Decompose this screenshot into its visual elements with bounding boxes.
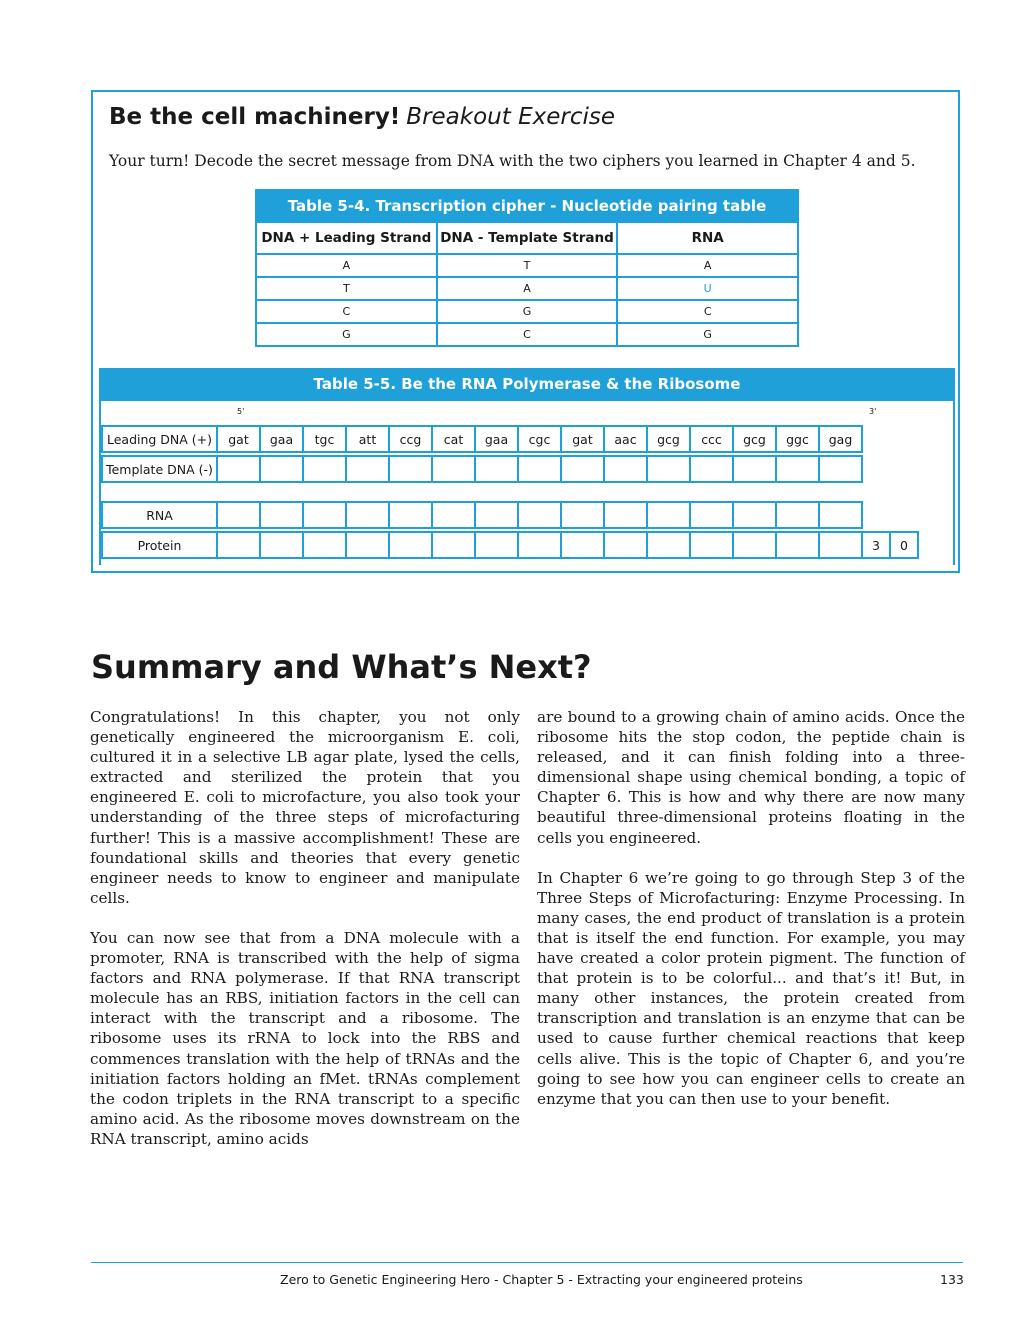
table-cell: C [617,300,798,323]
table-cell: C [437,323,618,346]
protein-extra-cell: 3 [861,531,891,559]
table-caption: Table 5-5. Be the RNA Polymerase & the Ribosome [99,368,955,401]
answer-cell[interactable] [388,531,433,559]
answer-cell[interactable] [216,501,261,529]
answer-cell[interactable] [302,501,347,529]
summary-column-right [537,707,965,1129]
protein-extra-cell: 0 [889,531,919,559]
row-label: Leading DNA (+) [101,425,218,453]
codon-cell: gcg [646,425,691,453]
table-row [101,531,919,559]
answer-cell[interactable] [689,531,734,559]
answer-cell[interactable] [345,501,390,529]
answer-cell[interactable] [732,531,777,559]
answer-cell[interactable] [818,531,863,559]
footer-text: Zero to Genetic Engineering Hero - Chapter 5 - Extracting your engineered proteins [280,1272,803,1287]
table-cell: C [256,300,437,323]
table-cell: G [437,300,618,323]
footer-divider [91,1262,963,1263]
answer-cell[interactable] [560,501,605,529]
table-cell: T [437,254,618,277]
answer-cell[interactable] [388,501,433,529]
paragraph: In Chapter 6 we’re going to go through Step 3 of the Three Steps of Microfacturing: Enzyme Processing. In many cases, the end product of translation is a protein that is itself the end function. For example, you may have created a color protein pigment. The function of that protein is to be colorful... and that’s it! But, in many other instances, the protein created from transcription and translation is an enzyme that can be used to cause further chemical reactions that keep cells alive. This is the topic of Chapter 6, and you’re going to see how you can engineer cells to create an enzyme that you can then use to your benefit. [537,868,965,1108]
five-prime-label: 5' [237,407,245,416]
answer-cell[interactable] [259,501,304,529]
answer-cell[interactable] [302,531,347,559]
answer-cell[interactable] [689,501,734,529]
answer-cell[interactable] [345,531,390,559]
codon-cell: cgc [517,425,562,453]
answer-cell[interactable] [732,455,777,483]
codon-cell: cat [431,425,476,453]
table-row [101,501,863,529]
codon-cell: gaa [474,425,519,453]
answer-cell[interactable] [517,455,562,483]
codon-cell: ccg [388,425,433,453]
answer-cell[interactable] [560,455,605,483]
answer-cell[interactable] [689,455,734,483]
codon-cell: gcg [732,425,777,453]
paragraph: Congratulations! In this chapter, you not only genetically engineered the microorganism E. coli, cultured it in a selective LB agar plate, lysed the cells, extracted and sterilized the protein that you engineered E. coli to microfacture, you also took your understanding of the three steps of microfacturing further! This is a massive accomplishment! These are foundational skills and theories that every genetic engineer needs to know to engineer and manipulate cells. [90,708,520,907]
answer-cell[interactable] [646,501,691,529]
answer-cell[interactable] [431,531,476,559]
answer-cell[interactable] [517,501,562,529]
table-cell: A [256,254,437,277]
answer-cell[interactable] [732,501,777,529]
codon-cell: ggc [775,425,820,453]
table-cell: U [617,277,798,300]
table-caption: Table 5-4. Transcription cipher - Nucleotide pairing table [256,190,798,222]
answer-cell[interactable] [603,455,648,483]
row-label: Protein [101,531,218,559]
summary-column-left [90,707,520,1169]
codon-cell: gag [818,425,863,453]
answer-cell[interactable] [517,531,562,559]
answer-cell[interactable] [560,531,605,559]
column-header: DNA - Template Strand [437,222,618,254]
table-row [101,425,863,453]
answer-cell[interactable] [302,455,347,483]
answer-cell[interactable] [818,455,863,483]
answer-cell[interactable] [259,531,304,559]
answer-cell[interactable] [474,531,519,559]
codon-cell: aac [603,425,648,453]
page-number: 133 [940,1272,964,1287]
table-5-4 [255,189,799,347]
table-row [256,323,798,346]
box-title: Be the cell machinery! Breakout Exercise [109,104,615,130]
answer-cell[interactable] [474,501,519,529]
codon-grid [99,401,955,565]
paragraph: You can now see that from a DNA molecule with a promoter, RNA is transcribed with the help of sigma factors and RNA polymerase. If that RNA transcript molecule has an RBS, initiation factors in the cell can interact with the transcript and a ribosome. The ribosome uses its rRNA to lock into the RBS and commences translation with the help of tRNAs and the initiation factors holding an fMet. tRNAs complement the codon triplets in the RNA transcript to a specific amino acid. As the ribosome moves downstream on the RNA transcript, amino acids [90,928,520,1148]
answer-cell[interactable] [474,455,519,483]
column-header: DNA + Leading Strand [256,222,437,254]
row-label: RNA [101,501,218,529]
row-label: Template DNA (-) [101,455,218,483]
answer-cell[interactable] [775,501,820,529]
codon-cell: gat [560,425,605,453]
table-5-5 [99,368,955,565]
table-cell: G [256,323,437,346]
three-prime-label: 3' [869,407,877,416]
column-header: RNA [617,222,798,254]
codon-cell: att [345,425,390,453]
table-row [256,277,798,300]
answer-cell[interactable] [431,501,476,529]
answer-cell[interactable] [216,455,261,483]
table-row [256,254,798,277]
table-row [101,455,863,483]
answer-cell[interactable] [646,455,691,483]
table-row [256,300,798,323]
table-cell: A [437,277,618,300]
codon-cell: gat [216,425,261,453]
answer-cell[interactable] [818,501,863,529]
codon-cell: tgc [302,425,347,453]
table-cell: T [256,277,437,300]
section-heading: Summary and What’s Next? [91,648,592,686]
answer-cell[interactable] [345,455,390,483]
table-cell: A [617,254,798,277]
box-intro: Your turn! Decode the secret message from DNA with the two ciphers you learned in Chapter 4 and 5. [109,152,916,170]
answer-cell[interactable] [216,531,261,559]
codon-cell: gaa [259,425,304,453]
codon-cell: ccc [689,425,734,453]
table-cell: G [617,323,798,346]
answer-cell[interactable] [775,455,820,483]
answer-cell[interactable] [259,455,304,483]
answer-cell[interactable] [388,455,433,483]
answer-cell[interactable] [431,455,476,483]
answer-cell[interactable] [603,501,648,529]
paragraph: are bound to a growing chain of amino acids. Once the ribosome hits the stop codon, the peptide chain is released, and it can finish folding into a three-dimensional shape using chemical bonding, a topic of Chapter 6. This is how and why there are now many beautiful three-dimensional proteins floating in the cells you engineered. [537,708,965,847]
answer-cell[interactable] [603,531,648,559]
answer-cell[interactable] [646,531,691,559]
answer-cell[interactable] [775,531,820,559]
